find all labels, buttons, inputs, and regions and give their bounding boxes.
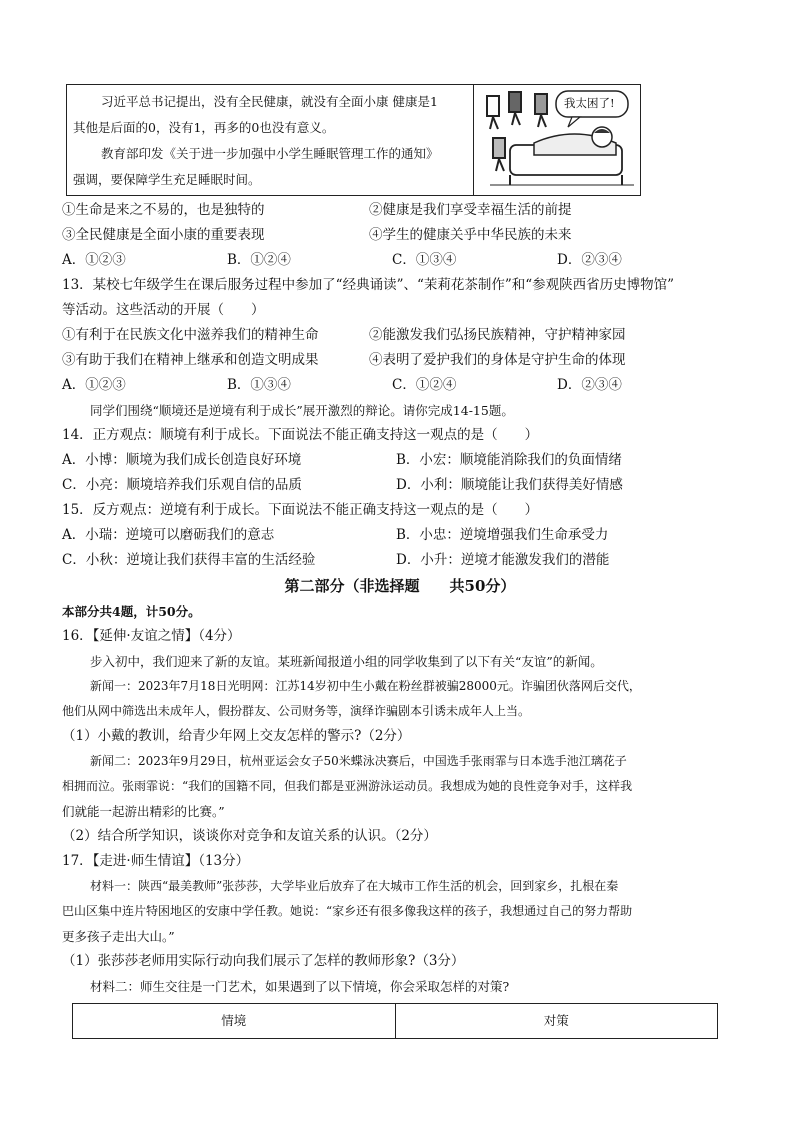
part2-title: 第二部分（非选择题 共50分） [284,577,516,595]
q17-material1: 巴山区集中连片特困地区的安康中学任教。她说：“家乡还有很多像我这样的孩子，我想通过自己的努力帮助 [62,904,633,918]
option-c[interactable]: C．小亮：顺境培养我们乐观自信的品质 [62,477,302,493]
option-d[interactable]: D．②③④ [557,377,622,393]
part2-note: 本部分共4题，计50分。 [62,604,201,619]
option-a[interactable]: A．小瑞：逆境可以磨砺我们的意志 [62,527,275,543]
q17-material1: 更多孩子走出大山。” [62,929,175,944]
q16-news2: 新闻二：2023年9月29日，杭州亚运会女子50米蝶泳决赛后，中国选手张雨霏与日本选手池江璃花子 [90,754,627,768]
q17-title: 17．【走进·师生情谊】（13分） [62,853,250,869]
q16-intro: 步入初中，我们迎来了新的友谊。某班新闻报道小组的同学收集到了以下有关“友谊”的新闻。 [90,654,603,669]
cartoon-illustration [473,85,640,195]
option-c[interactable]: C．小秋：逆境让我们获得丰富的生活经验 [62,552,316,568]
option-a[interactable]: A．小博：顺境为我们成长创造良好环境 [62,452,302,468]
statement-3: ③有助于我们在精神上继承和创造文明成果 [62,352,319,368]
q13-stem: 13．某校七年级学生在课后服务过程中参加了“经典诵读”、“茉莉花茶制作”和“参观陕西省历史博物馆” [62,277,675,293]
option-c[interactable]: C．①②④ [392,377,457,393]
table-header-strategy: 对策 [543,1013,569,1028]
option-a[interactable]: A．①②③ [62,252,126,268]
option-b[interactable]: B．①③④ [227,377,291,393]
statement-1: ①生命是来之不易的，也是独特的 [62,202,265,218]
q16-sub2: （2）结合所学知识，谈谈你对竞争和友谊关系的认识。（2分） [62,828,437,844]
q12-row [62,198,738,223]
box-line: 教育部印发《关于进一步加强中小学生睡眠管理工作的通知》 [101,146,439,161]
question-13 [62,273,738,398]
q16-news2: 相拥而泣。张雨霏说：“我们的国籍不同，但我们都是亚洲游泳运动员。我想成为她的良性竞争对手，这样我 [62,779,633,793]
box-line: 其他是后面的0，没有1，再多的0也没有意义。 [73,120,335,135]
option-c[interactable]: C．①③④ [392,252,457,268]
question-14 [62,423,738,498]
q16-news1: 新闻一：2023年7月18日光明网：江苏14岁初中生小戴在粉丝群被骗28000元。诈骗团伙落网后交代， [90,679,641,693]
q14-15-intro: 同学们围绕“顺境还是逆境有利于成长”展开激烈的辩论。请你完成14-15题。 [90,403,514,418]
statement-4: ④学生的健康关乎中华民族的未来 [369,227,572,243]
statement-2: ②能激发我们弘扬民族精神，守护精神家园 [369,327,626,343]
q12-options [62,248,738,273]
exam-page [62,84,738,1039]
q14-row [62,473,738,498]
q16-title: 16．【延伸·友谊之情】（4分） [62,628,241,644]
q17-material2: 材料二：师生交往是一门艺术，如果遇到了以下情境，你会采取怎样的对策? [90,979,510,994]
option-b[interactable]: B．①②④ [227,252,291,268]
cartoon-sleeping-student-icon [474,85,640,195]
statement-4: ④表明了爱护我们的身体是守护生命的体现 [369,352,626,368]
q17-material1: 材料一：陕西“最美教师”张莎莎，大学毕业后放弃了在大城市工作生活的机会，回到家乡，扎根在秦 [90,879,619,893]
option-d[interactable]: D．小利：顺境能让我们获得美好情感 [396,477,623,493]
statement-3: ③全民健康是全面小康的重要表现 [62,227,265,243]
q15-row [62,548,738,573]
q16-news1: 他们从网中筛选出未成年人，假扮群友、公司财务等，演绎诈骗剧本引诱未成年人上当。 [62,704,531,718]
q14-stem: 14．正方观点：顺境有利于成长。下面说法不能正确支持这一观点的是（ ） [62,427,539,443]
option-b[interactable]: B．小忠：逆境增强我们生命承受力 [396,527,609,543]
q13-row [62,323,738,348]
situation-table [72,1003,718,1039]
statement-2: ②健康是我们享受幸福生活的前提 [369,202,572,218]
box-line: 习近平总书记提出，没有全民健康，就没有全面小康 健康是1 [101,94,438,109]
statement-1: ①有利于在民族文化中滋养我们的精神生命 [62,327,319,343]
q16-sub1: （1）小戴的教训，给青少年网上交友怎样的警示?（2分） [62,728,411,744]
q13-options [62,373,738,398]
option-b[interactable]: B．小宏：顺境能消除我们的负面情绪 [396,452,622,468]
q13-row [62,348,738,373]
material-box [66,84,641,196]
box-line: 强调，要保障学生充足睡眠时间。 [73,172,261,187]
option-d[interactable]: D．②③④ [557,252,622,268]
table-header-situation: 情境 [73,1004,396,1038]
question-15 [62,498,738,573]
option-a[interactable]: A．①②③ [62,377,126,393]
q15-stem: 15．反方观点：逆境有利于成长。下面说法不能正确支持这一观点的是（ ） [62,502,539,518]
option-d[interactable]: D．小升：逆境才能激发我们的潜能 [396,552,610,568]
q15-row [62,523,738,548]
material-text [67,85,473,195]
q14-row [62,448,738,473]
q17-sub1: （1）张莎莎老师用实际行动向我们展示了怎样的教师形象?（3分） [62,953,465,969]
q12-row [62,223,738,248]
question-16 [62,624,738,849]
q13-stem: 等活动。这些活动的开展（ ） [62,302,265,318]
cartoon-speech-text: 我太困了! [564,96,615,110]
question-17 [62,849,738,1039]
q12-statements [62,198,738,273]
q16-news2: 们就能一起游出精彩的比赛。” [62,804,225,819]
